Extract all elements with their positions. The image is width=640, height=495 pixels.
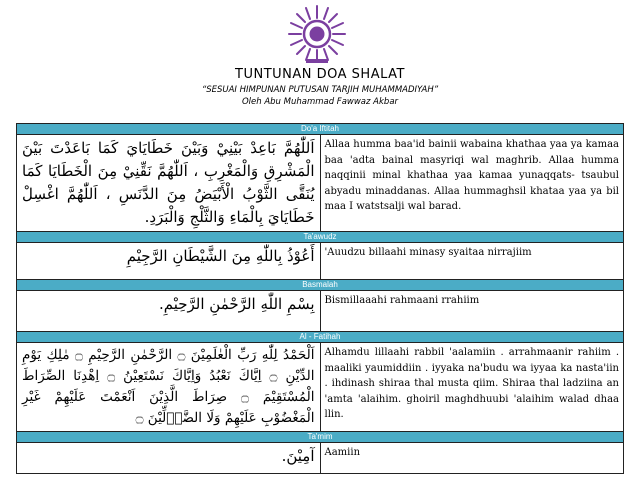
section-heading-fatihah: Al - Fatihah (17, 332, 624, 343)
document-subtitle: “SESUAI HIMPUNAN PUTUSAN TARJIH MUHAMMADIYAH” (201, 85, 439, 95)
section-heading-row (17, 124, 624, 135)
section-heading-row (17, 332, 624, 343)
section-heading-taawudz: Ta'awudz (17, 232, 624, 243)
prayer-table (16, 123, 624, 474)
section-heading-row (17, 232, 624, 243)
arabic-text-fatihah: اَلْحَمْدُ لِلّٰهِ رَبِّ الْعٰلَمِيْنَ ۝ الرَّحْمٰنِ الرَّحِيْمِ ۝ مٰلِكِ يَوْمِ الدِّيْنِ ۝ اِيَّاكَ نَعْبُدُ وَاِيَّاكَ نَسْتَعِيْنُ ۝ اِهْدِنَا الصِّرَاطَ الْمُسْتَقِيْمَ ۝ صِرَاطَ الَّذِيْنَ اَنْعَمْتَ عَلَيْهِمْ غَيْرِ الْمَغْضُوْبِ عَلَيْهِمْ وَلَا الضَّاۤلِّيْنَ ۝ (17, 343, 321, 432)
prayer-row-taawudz (17, 243, 624, 280)
muhammadiyah-logo (284, 4, 350, 66)
section-heading-row (17, 432, 624, 443)
prayer-row-basmalah (17, 291, 624, 332)
section-heading-iftitah: Do'a Iftitah (17, 124, 624, 135)
latin-text-iftitah: Allaa humma baa'id bainii wabaina khathaa yaa ya kamaa baa 'adta bainal masyriqi wal maghrib. Allaa humma naqqinii minal khathaa yaa kamaa yunaqqats- tsaubul abyadu minaddanas. Allaa hummaghsil khataa yaa ya bil maa I watstsalji wal barad. (320, 135, 624, 232)
section-heading-row (17, 280, 624, 291)
prayer-row-iftitah (17, 135, 624, 232)
arabic-text-tamim: آمِيْنَ. (17, 443, 321, 474)
section-heading-tamim: Ta'mim (17, 432, 624, 443)
section-heading-basmalah: Basmalah (17, 280, 624, 291)
prayer-row-tamim (17, 443, 624, 474)
prayer-row-fatihah (17, 343, 624, 432)
arabic-text-basmalah: بِسْمِ اللّٰهِ الرَّحْمٰنِ الرَّحِيْمِ. (17, 291, 321, 332)
document-title: TUNTUNAN DOA SHALAT (235, 67, 405, 82)
latin-text-tamim: Aamiin (320, 443, 624, 474)
document-author: Oleh Abu Muhammad Fawwaz Akbar (241, 97, 399, 107)
arabic-text-taawudz: أَعُوْذُ بِاللّٰهِ مِنَ الشَّيْطَانِ الرَّجِيْمِ (17, 243, 321, 280)
latin-text-basmalah: Bismillaaahi rahmaani rrahiim (320, 291, 624, 332)
latin-text-fatihah: Alhamdu lillaahi rabbil 'aalamiin . arrahmaanir rahiim . maaliki yaumiddiin . iyyaka na'budu wa iyyaa ka nasta'iin . ihdinash shiraa thal musta qiim. Shiraa thal ladziina an 'amta 'alaihim. ghoiril maghdhuubi 'alaihim walad dhaa llin. (320, 343, 624, 432)
latin-text-taawudz: 'Auudzu billaahi minasy syaitaa nirrajiim (320, 243, 624, 280)
arabic-text-iftitah: اَللّٰهُمَّ بَاعِدْ بَيْنِيْ وَبَيْنَ خَطَايَايَ كَمَا بَاعَدْتَ بَيْنَ الْمَشْرِقِ وَالْمَغْرِبِ ، اَللّٰهُمَّ نَقِّنِيْ مِنَ الْخَطَايَا كَمَا يُنَقَّى الثَّوْبُ الْأَبْيَضُ مِنَ الدَّنَسِ ، اَللّٰهُمَّ اغْسِلْ خَطَايَايَ بِالْمَاءِ وَالثَّلْجِ وَالْبَرَدِ. (17, 135, 321, 232)
